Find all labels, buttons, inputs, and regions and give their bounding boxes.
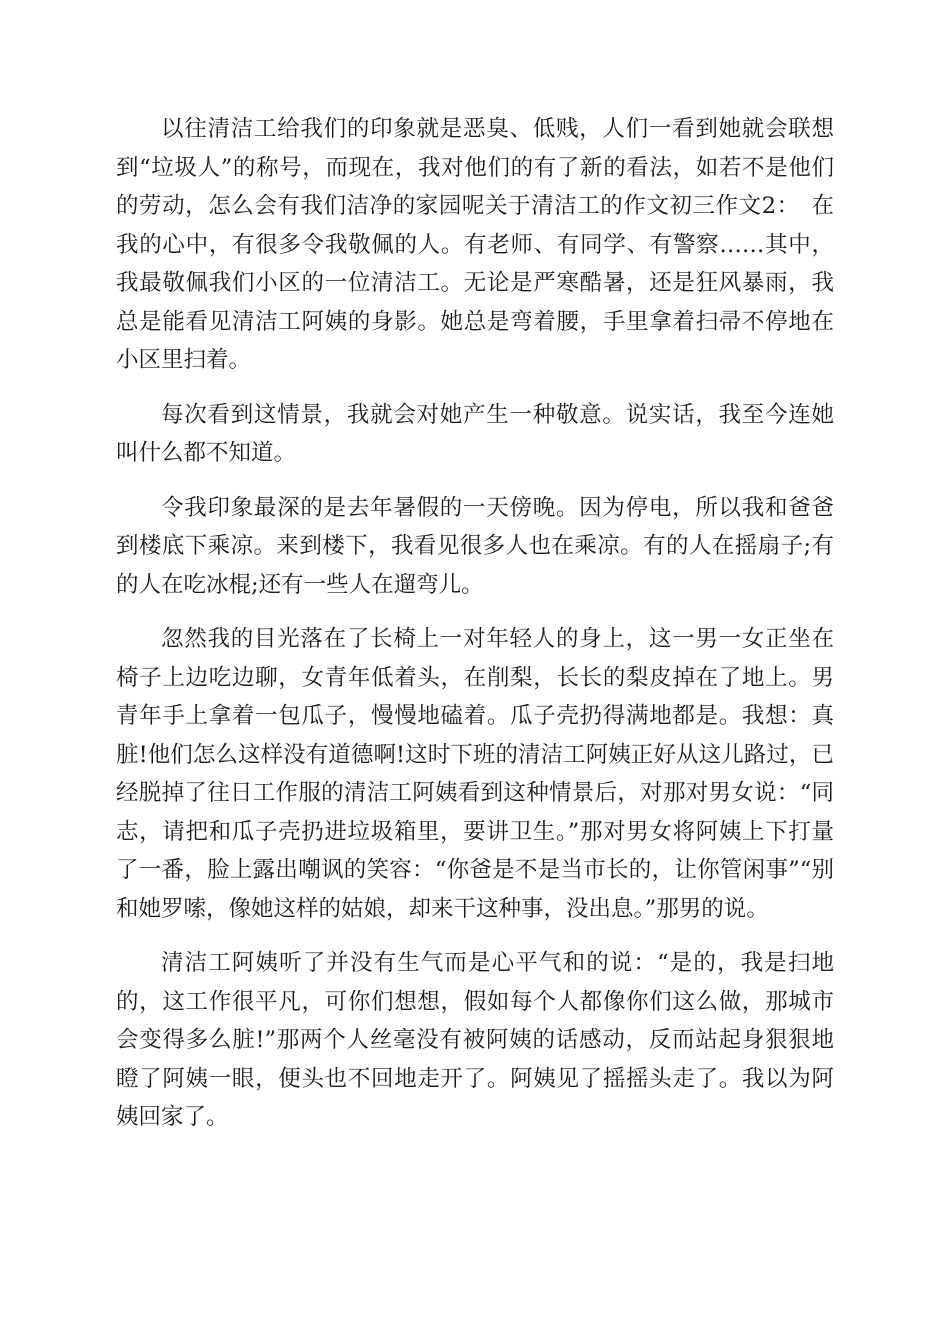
paragraph-5: 清洁工阿姨听了并没有生气而是心平气和的说：“是的，我是扫地的，这工作很平凡，可你们想想，假如每个人都像你们这么做，那城市会变得多么脏!”那两个人丝毫没有被阿姨的话感动，反而站起身狠狠地瞪了阿姨一眼，便头也不回地走开了。阿姨见了摇摇头走了。我以为阿姨回家了。: [116, 950, 834, 1130]
paragraph-1: 以往清洁工给我们的印象就是恶臭、低贱，人们一看到她就会联想到“垃圾人”的称号，而现在，我对他们的有了新的看法，如若不是他们的劳动，怎么会有我们洁净的家园呢关于清洁工的作文初三作文2： 在我的心中，有很多令我敬佩的人。有老师、有同学、有警察……其中，我最敬佩我们小区的一位清洁工。无论是严寒酷暑，还是狂风暴雨，我总是能看见清洁工阿姨的身影。她总是弯着腰，手里拿着扫帚不停地在小区里扫着。: [116, 116, 834, 373]
paragraph-4: 忽然我的目光落在了长椅上一对年轻人的身上，这一男一女正坐在椅子上边吃边聊，女青年低着头，在削梨，长长的梨皮掉在了地上。男青年手上拿着一包瓜子，慢慢地磕着。瓜子壳扔得满地都是。我想：真脏!他们怎么这样没有道德啊!这时下班的清洁工阿姨正好从这儿路过，已经脱掉了往日工作服的清洁工阿姨看到这种情景后，对那对男女说：“同志，请把和瓜子壳扔进垃圾箱里，要讲卫生。”那对男女将阿姨上下打量了一番，脸上露出嘲讽的笑容：“你爸是不是当市长的，让你管闲事”“别和她罗嗦，像她这样的姑娘，却来干这种事，没出息。”那男的说。: [116, 626, 834, 922]
paragraph-3: 令我印象最深的是去年暑假的一天傍晚。因为停电，所以我和爸爸到楼底下乘凉。来到楼下，我看见很多人也在乘凉。有的人在摇扇子;有的人在吃冰棍;还有一些人在遛弯儿。: [116, 494, 834, 598]
document-body: [116, 110, 834, 1153]
paragraph-2: 每次看到这情景，我就会对她产生一种敬意。说实话，我至今连她叫什么都不知道。: [116, 401, 834, 466]
